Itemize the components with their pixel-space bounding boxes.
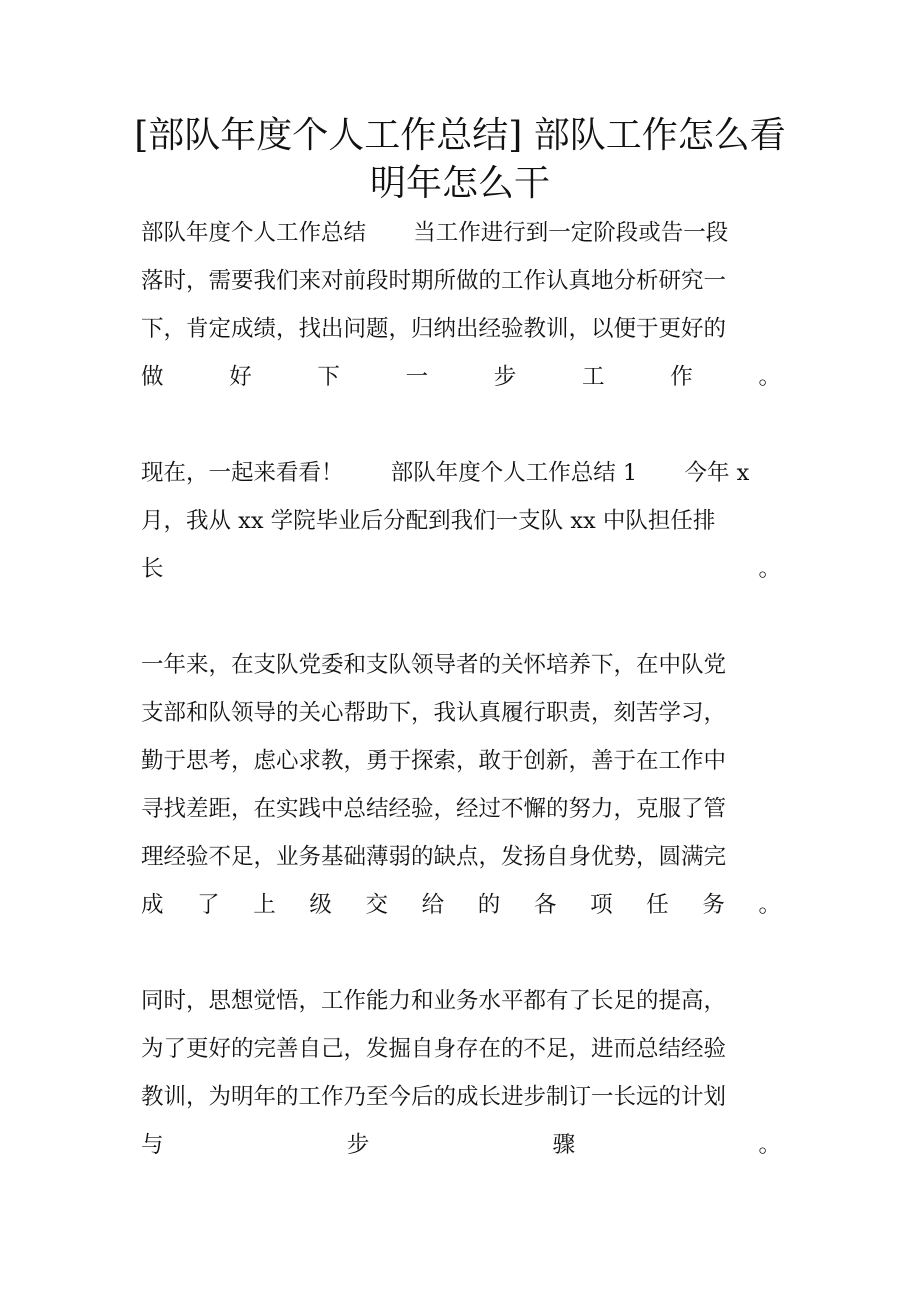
paragraph-4-line-3: 教训，为明年的工作乃至今后的成长进步制订一长远的计划 [141, 1084, 727, 1110]
text-span: 现在，一起来看看！ [141, 460, 344, 486]
paragraph-3-line-5: 理经验不足，业务基础薄弱的缺点，发扬自身优势，圆满完 [141, 844, 727, 870]
paragraph-3-line-4: 寻找差距，在实践中总结经验，经过不懈的努力，克服了管 [141, 796, 727, 822]
paragraph-3-line-3: 勤于思考，虑心求教，勇于探索，敢于创新，善于在工作中 [141, 748, 727, 774]
paragraph-2-line-1 [141, 458, 781, 488]
text-span: 当工作进行到一定阶段或告一段 [413, 220, 729, 246]
paragraph-4-line-4: 与 步 骤 。 [141, 1132, 781, 1158]
document-title-line-2: 明年怎么干 [369, 163, 550, 204]
paragraph-4-line-1: 同时，思想觉悟，工作能力和业务水平都有了长足的提高， [141, 988, 727, 1014]
paragraph-4-line-2: 为了更好的完善自己，发掘自身存在的不足，进而总结经验 [141, 1036, 727, 1062]
paragraph-3-line-2: 支部和队领导的关心帮助下，我认真履行职责，刻苦学习， [141, 700, 727, 726]
paragraph-2-line-3: 长 。 [141, 556, 781, 582]
text-span: 部队年度个人工作总结 [141, 220, 367, 246]
paragraph-3-line-6: 成 了 上 级 交 给 的 各 项 任 务 。 [141, 892, 781, 918]
text-span: 今年 x [684, 460, 750, 486]
paragraph-1-line-4: 做 好 下 一 步 工 作 。 [141, 364, 781, 390]
text-span: 部队年度个人工作总结 1 [390, 460, 638, 486]
document-title-line-1: [部队年度个人工作总结] 部队工作怎么看 [134, 115, 786, 156]
paragraph-3-line-1: 一年来，在支队党委和支队领导者的关怀培养下，在中队党 [141, 652, 727, 678]
paragraph-1-line-2: 落时，需要我们来对前段时期所做的工作认真地分析研究一 [141, 268, 727, 294]
paragraph-2-line-2: 月，我从 xx 学院毕业后分配到我们一支队 xx 中队担任排 [141, 508, 716, 534]
paragraph-1-line-1 [141, 218, 781, 248]
paragraph-1-line-3: 下，肯定成绩，找出问题，归纳出经验教训，以便于更好的 [141, 316, 727, 342]
